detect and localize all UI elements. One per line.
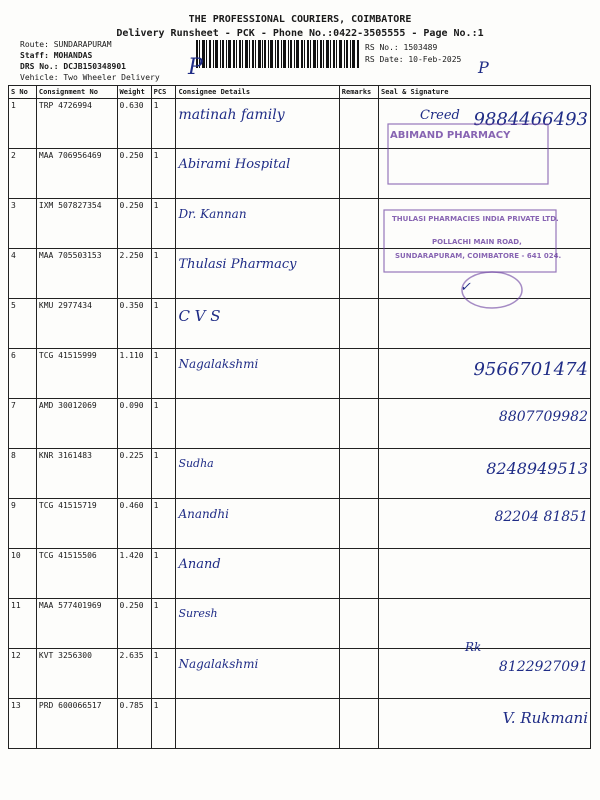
cell-pcs: 1: [151, 399, 176, 449]
cell-sno: 11: [9, 599, 37, 649]
stamp-line-1: ABIMAND PHARMACY: [390, 130, 511, 141]
cell-remarks: [339, 549, 378, 599]
cell-pcs: 1: [151, 299, 176, 349]
cell-signature: 8122927091: [379, 649, 591, 699]
cell-consignment-no: MAA 705503153: [36, 249, 117, 299]
cell-pcs: 1: [151, 499, 176, 549]
cell-weight: 0.090: [117, 399, 151, 449]
table-row: [9, 99, 591, 149]
cell-signature: [379, 149, 591, 199]
cell-weight: 2.635: [117, 649, 151, 699]
cell-sno: 13: [9, 699, 37, 749]
cell-weight: 1.110: [117, 349, 151, 399]
cell-weight: 2.250: [117, 249, 151, 299]
cell-signature: 82204 81851: [379, 499, 591, 549]
col-sno: S No: [9, 86, 37, 99]
col-signature: Seal & Signature: [379, 86, 591, 99]
col-pcs: PCS: [151, 86, 176, 99]
table-row: [9, 499, 591, 549]
cell-remarks: [339, 299, 378, 349]
cell-pcs: 1: [151, 349, 176, 399]
col-weight: Weight: [117, 86, 151, 99]
cell-remarks: [339, 599, 378, 649]
table-row: [9, 349, 591, 399]
table-row: [9, 399, 591, 449]
col-consignee: Consignee Details: [176, 86, 339, 99]
drs-value: DCJB150348901: [63, 62, 126, 71]
cell-remarks: [339, 649, 378, 699]
runsheet-table: [8, 85, 591, 749]
cell-pcs: 1: [151, 699, 176, 749]
staff-line: [20, 51, 92, 60]
cell-consignee: [176, 399, 339, 449]
handwritten-p-mark-right: P: [478, 58, 489, 77]
cell-consignment-no: TRP 4726994: [36, 99, 117, 149]
cell-consignment-no: TCG 41515506: [36, 549, 117, 599]
drs-line: [20, 62, 126, 71]
handwritten-p-mark: P: [188, 55, 203, 80]
cell-remarks: [339, 199, 378, 249]
table-row: [9, 199, 591, 249]
cell-consignment-no: KNR 3161483: [36, 449, 117, 499]
cell-consignee: C V S: [176, 299, 339, 349]
cell-pcs: 1: [151, 649, 176, 699]
company-title: THE PROFESSIONAL COURIERS, COIMBATORE: [188, 14, 412, 25]
bottom-initials: Rk: [465, 640, 482, 654]
table-row: [9, 599, 591, 649]
cell-signature: 9884466493: [379, 99, 591, 149]
cell-sno: 7: [9, 399, 37, 449]
cell-signature: [379, 299, 591, 349]
cell-consignee: Dr. Kannan: [176, 199, 339, 249]
rs-no-label: RS No.:: [365, 43, 399, 52]
cell-remarks: [339, 699, 378, 749]
cell-remarks: [339, 499, 378, 549]
table-row: [9, 149, 591, 199]
cell-pcs: 1: [151, 99, 176, 149]
route-value: SUNDARAPURAM: [53, 40, 112, 49]
cell-sno: 2: [9, 149, 37, 199]
col-remarks: Remarks: [339, 86, 378, 99]
cell-signature: 8248949513: [379, 449, 591, 499]
cell-weight: 0.225: [117, 449, 151, 499]
cell-sno: 8: [9, 449, 37, 499]
cell-signature: V. Rukmani: [379, 699, 591, 749]
cell-pcs: 1: [151, 149, 176, 199]
cell-consignment-no: PRD 600066517: [36, 699, 117, 749]
cell-consignee: Nagalakshmi: [176, 649, 339, 699]
cell-pcs: 1: [151, 449, 176, 499]
cell-remarks: [339, 349, 378, 399]
cell-pcs: 1: [151, 549, 176, 599]
cell-weight: 0.250: [117, 149, 151, 199]
cell-consignee: Anandhi: [176, 499, 339, 549]
drs-label: DRS No.:: [20, 62, 59, 71]
cell-remarks: [339, 99, 378, 149]
cell-pcs: 1: [151, 249, 176, 299]
cell-consignment-no: TCG 41515719: [36, 499, 117, 549]
table-row: [9, 549, 591, 599]
cell-signature: [379, 599, 591, 649]
barcode-image: [196, 40, 360, 68]
runsheet-subtitle: Delivery Runsheet - PCK - Phone No.:0422-3505555 - Page No.:1: [116, 28, 484, 39]
table-header-row: [9, 86, 591, 99]
cell-sno: 1: [9, 99, 37, 149]
cell-weight: 1.420: [117, 549, 151, 599]
vehicle-value: Two Wheeler Delivery: [63, 73, 160, 82]
cell-consignee: Nagalakshmi: [176, 349, 339, 399]
cell-signature: 8807709982: [379, 399, 591, 449]
cell-sno: 12: [9, 649, 37, 699]
cell-consignment-no: KMU 2977434: [36, 299, 117, 349]
cell-consignment-no: MAA 706956469: [36, 149, 117, 199]
cell-consignee: Abirami Hospital: [176, 149, 339, 199]
cell-weight: 0.630: [117, 99, 151, 149]
table-row: [9, 449, 591, 499]
cell-consignee: Anand: [176, 549, 339, 599]
cell-remarks: [339, 399, 378, 449]
cell-consignee: matinah family: [176, 99, 339, 149]
cell-consignee: [176, 699, 339, 749]
rs-date-line: [365, 55, 461, 64]
cell-signature: [379, 199, 591, 249]
vehicle-label: Vehicle:: [20, 73, 59, 82]
cell-consignment-no: KVT 3256300: [36, 649, 117, 699]
cell-weight: 0.460: [117, 499, 151, 549]
stamp-line-3: POLLACHI MAIN ROAD,: [432, 238, 522, 246]
cell-consignee: Sudha: [176, 449, 339, 499]
cell-sno: 6: [9, 349, 37, 399]
cell-sno: 9: [9, 499, 37, 549]
cell-consignee: Thulasi Pharmacy: [176, 249, 339, 299]
cell-weight: 0.785: [117, 699, 151, 749]
cell-sno: 3: [9, 199, 37, 249]
stamp-line-2: THULASI PHARMACIES INDIA PRIVATE LTD.: [392, 215, 559, 223]
stamp-line-4: SUNDARAPURAM, COIMBATORE - 641 024.: [395, 252, 562, 260]
cell-sno: 10: [9, 549, 37, 599]
cell-consignment-no: AMD 30012069: [36, 399, 117, 449]
cell-signature: 9566701474: [379, 349, 591, 399]
scribble-sign-2: ✓: [460, 280, 471, 295]
cell-signature: [379, 249, 591, 299]
cell-consignee: Suresh: [176, 599, 339, 649]
cell-remarks: [339, 149, 378, 199]
table-row: [9, 649, 591, 699]
cell-weight: 0.250: [117, 599, 151, 649]
cell-weight: 0.350: [117, 299, 151, 349]
cell-sno: 4: [9, 249, 37, 299]
col-consignment: Consignment No: [36, 86, 117, 99]
table-row: [9, 699, 591, 749]
cell-consignment-no: MAA 577401969: [36, 599, 117, 649]
rs-no-line: [365, 43, 437, 52]
table-row: [9, 299, 591, 349]
rs-date-value: 10-Feb-2025: [408, 55, 462, 64]
staff-value: MOHANDAS: [53, 51, 93, 60]
scribble-sign-1: Creed: [420, 108, 460, 123]
rs-no-value: 1503489: [403, 43, 438, 52]
cell-remarks: [339, 249, 378, 299]
cell-signature: [379, 549, 591, 599]
rs-date-label: RS Date:: [365, 55, 404, 64]
vehicle-line: [20, 73, 160, 82]
table-row: [9, 249, 591, 299]
cell-sno: 5: [9, 299, 37, 349]
cell-pcs: 1: [151, 599, 176, 649]
cell-pcs: 1: [151, 199, 176, 249]
staff-label: Staff:: [20, 51, 49, 60]
cell-weight: 0.250: [117, 199, 151, 249]
cell-remarks: [339, 449, 378, 499]
route-label: Route:: [20, 40, 49, 49]
cell-consignment-no: TCG 41515999: [36, 349, 117, 399]
cell-consignment-no: IXM 507827354: [36, 199, 117, 249]
route-line: [20, 40, 112, 49]
